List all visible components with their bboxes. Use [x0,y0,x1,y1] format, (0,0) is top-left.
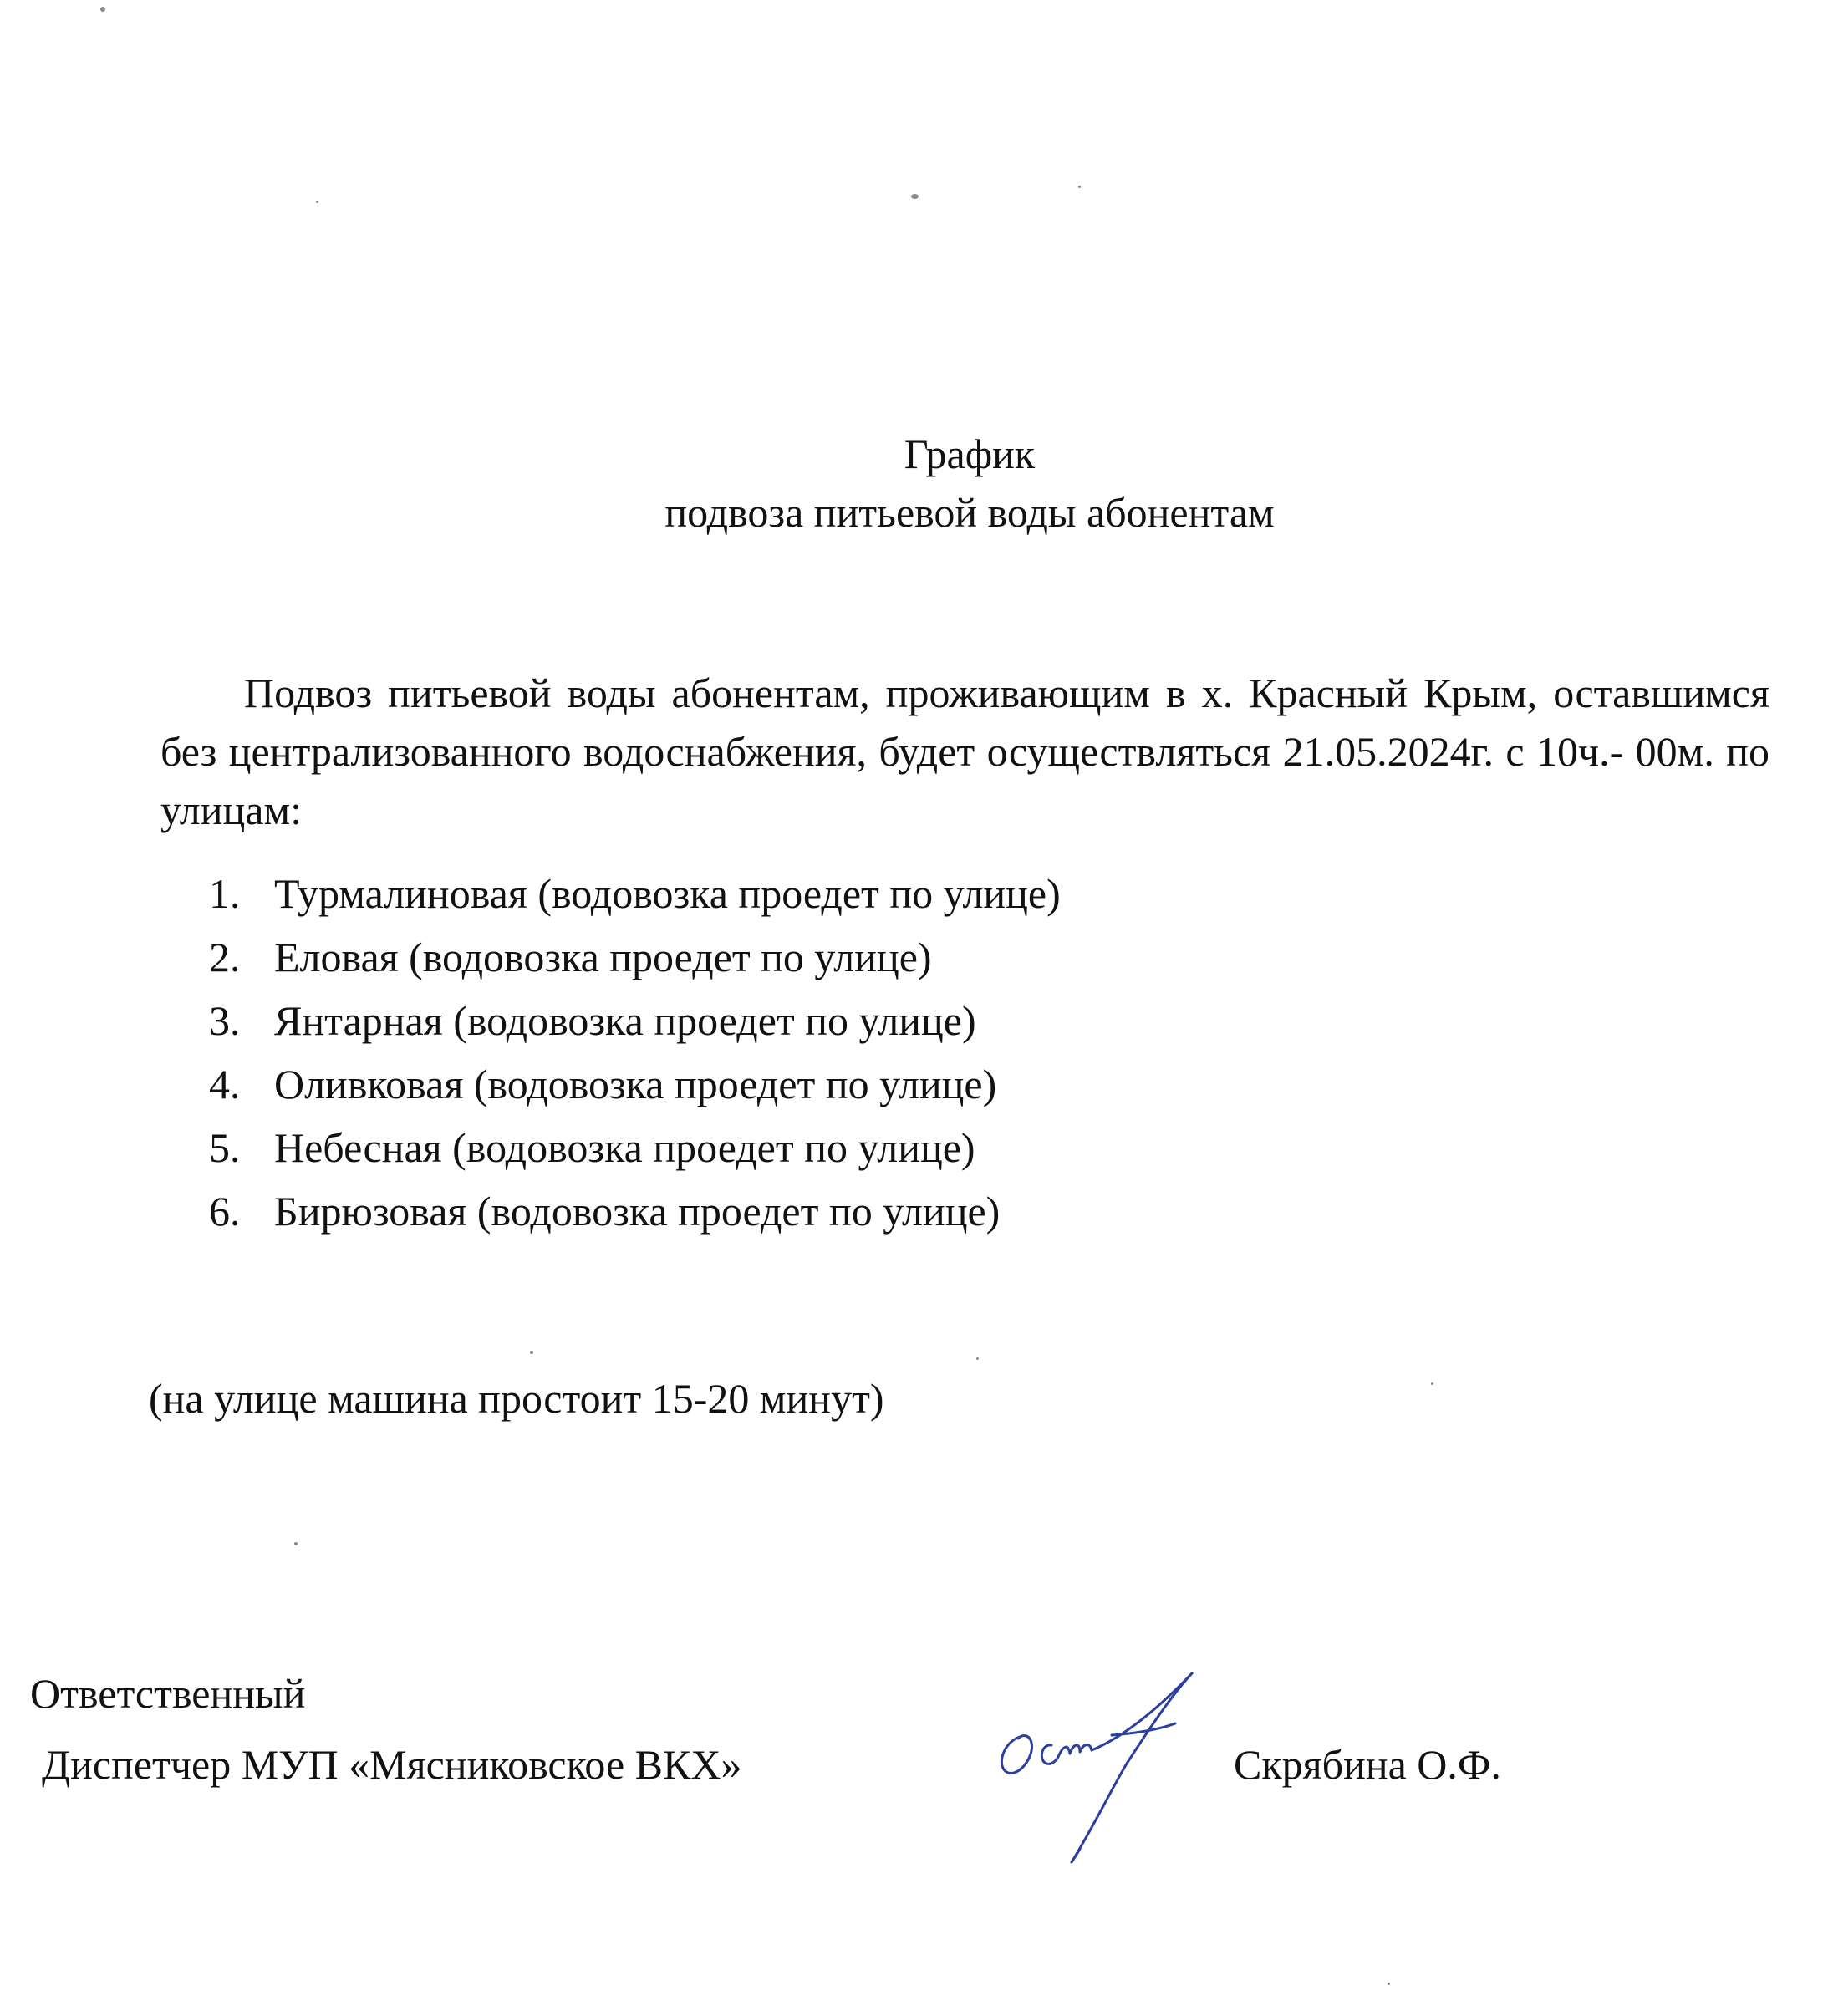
street-number: 2. [209,934,241,980]
intro-paragraph: Подвоз питьевой воды абонентам, проживающим в х. Красный Крым, оставшимся без централизованного водоснабжения, будет осуществляться 21.05.2024г. с 10ч.- 00м. по улицам: [160,669,1769,833]
street-item [209,1179,1061,1243]
waiting-time-note: (на улице машина простоит 15-20 минут) [149,1375,884,1422]
scan-speck [1388,1983,1390,1985]
scan-speck [976,1357,979,1360]
street-number: 5. [209,1124,241,1171]
scan-speck [294,1542,298,1545]
dispatcher-position: Диспетчер МУП «Мясниковское ВКХ» [42,1741,742,1788]
scan-speck [316,201,318,203]
street-text: Еловая (водовозка проедет по улице) [274,934,932,980]
scan-speck [530,1351,533,1354]
scan-speck [100,7,105,12]
street-text: Янтарная (водовозка проедет по улице) [274,997,976,1044]
street-text: Бирюзовая (водовозка проедет по улице) [274,1188,1001,1235]
street-item [209,862,1061,925]
street-text: Оливковая (водовозка проедет по улице) [274,1061,997,1107]
document-title: График [904,430,1036,477]
signer-name: Скрябина О.Ф. [1234,1741,1501,1788]
document-subtitle: подвоза питьевой воды абонентам [664,489,1275,536]
handwritten-signature [986,1663,1220,1872]
street-item [209,1052,1061,1116]
street-number: 1. [209,870,241,917]
street-item [209,1116,1061,1179]
street-text: Турмалиновая (водовозка проедет по улице) [274,870,1061,917]
scan-speck [1431,1382,1433,1385]
scan-speck [911,194,919,199]
street-item [209,989,1061,1052]
responsible-label: Ответственный [30,1670,306,1717]
scan-speck [1078,186,1081,188]
street-item [209,925,1061,989]
document-heading [0,425,1828,542]
street-list [209,862,1061,1243]
street-number: 4. [209,1061,241,1107]
street-number: 6. [209,1188,241,1235]
street-number: 3. [209,997,241,1044]
street-text: Небесная (водовозка проедет по улице) [274,1124,975,1171]
